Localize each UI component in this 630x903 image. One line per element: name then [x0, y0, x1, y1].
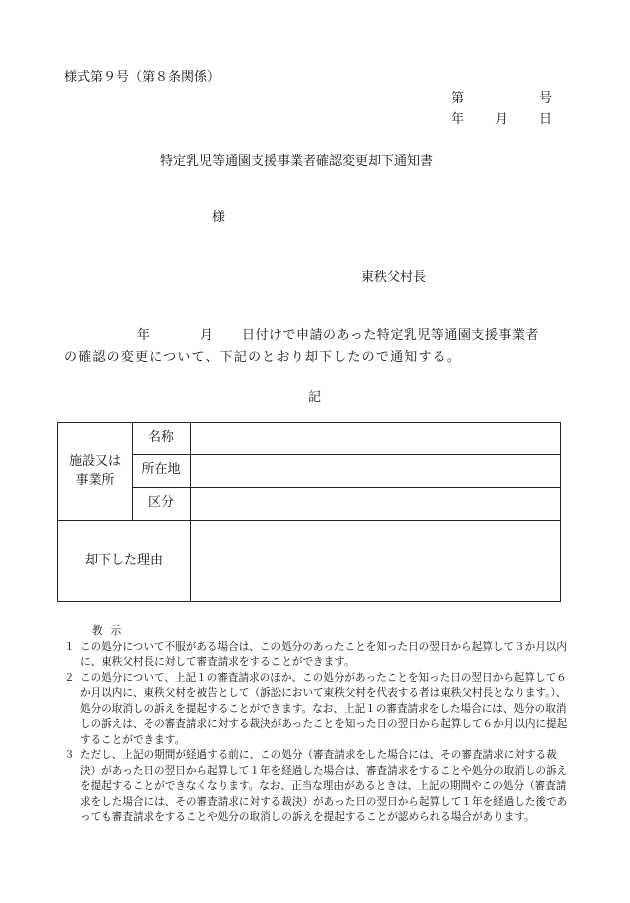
issuer-name: 東秩父村長: [361, 270, 427, 285]
date-year: 年: [451, 112, 465, 127]
addressee-suffix: 様: [212, 210, 226, 225]
body-year: 年: [137, 328, 151, 343]
body-line2: の確認の変更について、下記のとおり却下したので通知する。: [64, 350, 462, 365]
row-label-name: 名称: [147, 430, 174, 446]
facility-table: [57, 422, 561, 602]
date-month: 月: [495, 112, 509, 127]
facility-label-line1: 施設又は: [68, 453, 121, 469]
facility-label: [58, 423, 132, 520]
form-number: 様式第９号（第８条関係）: [64, 70, 221, 85]
row-label-address: 所在地: [141, 462, 181, 478]
note-item: [64, 748, 570, 826]
date-day: 日: [539, 112, 553, 127]
note-item: [64, 671, 570, 749]
notes-heading: 教示: [92, 625, 130, 637]
ki-heading: 記: [308, 390, 322, 405]
reason-value-field[interactable]: [191, 521, 560, 601]
notes-section: [64, 624, 570, 826]
note-number: ２: [64, 671, 75, 684]
body-month: 月: [200, 328, 214, 343]
note-text: この処分について不服がある場合は、この処分のあったことを知った日の翌日から起算して３か月以内に、東秩父村長に対して審査請求をすることができます。: [80, 640, 567, 668]
body-line1-rest: 日付けで申請のあった特定乳児等通園支援事業者: [242, 328, 539, 343]
note-text: ただし、上記の期間が経過する前に、この処分（審査請求をした場合には、その審査請求に対する裁決）があった日の翌日から起算して１年を経過した場合は、審査請求をすることや処分の取消しの訴えを提起することができなくなります。なお、正当な理由があるときは、上記の期間やこの処分（審査請求をした場合には、その審査請求に対する裁決）があった日の翌日から起算して１年を経過した後であっても審査請求をすることや処分の取消しの訴えを提起することが認められる場合があります。: [80, 749, 568, 823]
reason-label: 却下した理由: [84, 552, 163, 568]
row-label-category: 区分: [147, 495, 174, 511]
note-text: この処分について、上記１の審査請求のほか、この処分があったことを知った日の翌日から起算して６か月以内に、東秩父村を被告として（訴訟において東秩父村を代表する者は東秩父村長となります。）、処分の取消しの訴えを提起することができます。なお、上記１の審査請求をした場合には、処分の取消しの訴えは、その審査請求に対する裁決があったことを知った日の翌日から起算して６か月以内に提起することができます。: [80, 671, 568, 746]
name-value-field[interactable]: [191, 423, 560, 454]
document-number-prefix: 第: [451, 91, 465, 106]
address-value-field[interactable]: [191, 455, 560, 487]
note-item: [64, 640, 570, 671]
facility-label-line2: 事業所: [75, 472, 115, 488]
note-number: ３: [64, 749, 75, 761]
note-number: １: [64, 640, 75, 653]
document-title: 特定乳児等通園支援事業者確認変更却下通知書: [160, 154, 434, 169]
category-value-field[interactable]: [191, 488, 560, 520]
document-number-suffix: 号: [539, 91, 553, 106]
